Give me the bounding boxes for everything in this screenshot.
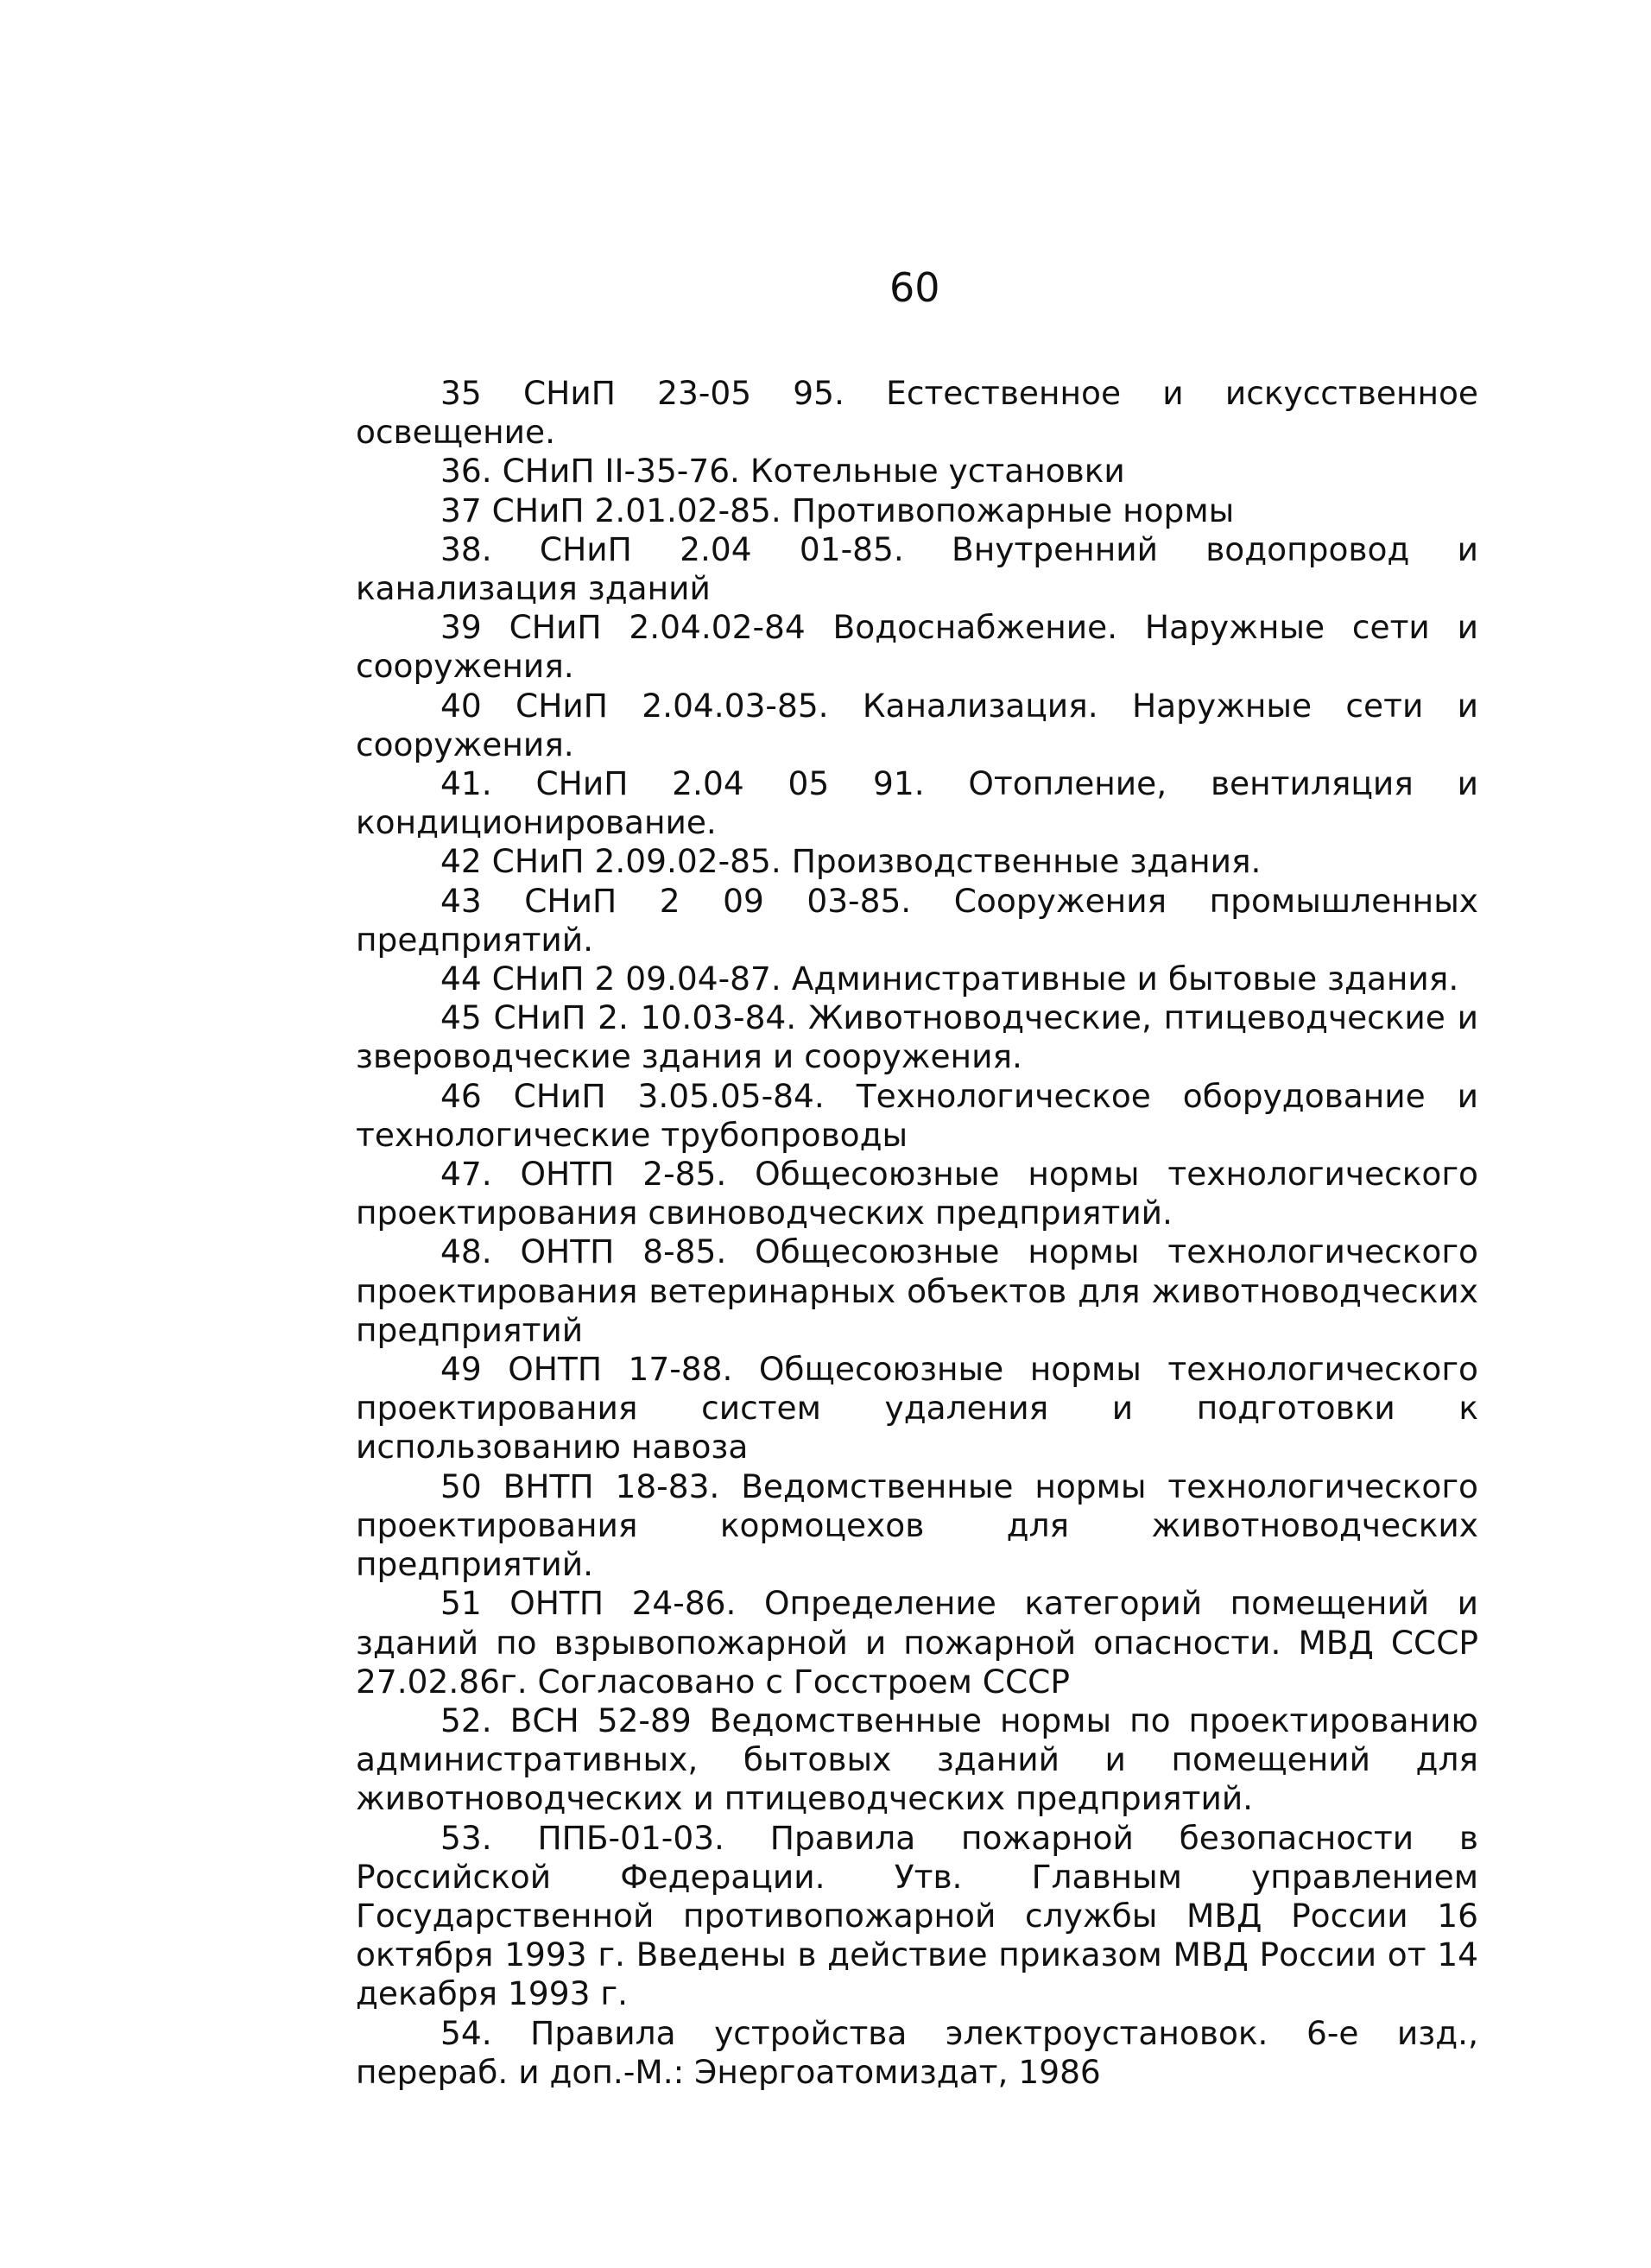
reference-text: СНиП 3.05.05-84. Технологическое оборудование и технологические трубопроводы (356, 1076, 1478, 1154)
reference-item (356, 882, 1478, 960)
reference-number: 54. (440, 2013, 492, 2052)
reference-text: ОНТП 8-85. Общесоюзные нормы технологического проектирования ветеринарных объектов для животноводческих предприятий (356, 1232, 1478, 1349)
reference-item (356, 374, 1478, 452)
reference-number: 42 (440, 842, 482, 881)
reference-number: 39 (440, 608, 482, 647)
reference-number: 46 (440, 1076, 482, 1115)
reference-item (356, 687, 1478, 764)
reference-item (356, 1155, 1478, 1232)
reference-list (356, 374, 1478, 2092)
reference-text: СНиП 2.09.02-85. Производственные здания. (491, 842, 1262, 881)
reference-text: ОНТП 24-86. Определение категорий помещений и зданий по взрывопожарной и пожарной опасности. МВД СССР 27.02.86г. Согласовано с Госстроем СССР (356, 1584, 1478, 1701)
reference-text: ППБ-01-03. Правила пожарной безопасности в Российской Федерации. Утв. Главным управлением Государственной противопожарной службы МВД России 16 октября 1993 г. Введены в действие приказом МВД России от 14 декабря 1993 г. (356, 1818, 1478, 2013)
reference-number: 43 (440, 881, 482, 920)
reference-text: СНиП 2 09 03-85. Сооружения промышленных предприятий. (356, 881, 1478, 959)
reference-number: 52. (440, 1701, 492, 1739)
reference-item (356, 1584, 1478, 1701)
reference-text: СНиП 23-05 95. Естественное и искусственное освещение. (356, 374, 1478, 452)
reference-text: СНиП 2. 10.03-84. Животноводческие, птицеводческие и звероводческие здания и сооружения. (356, 998, 1478, 1076)
reference-item (356, 608, 1478, 686)
reference-text: ОНТП 17-88. Общесоюзные нормы технологического проектирования систем удаления и подготовки к использованию навоза (356, 1350, 1478, 1467)
reference-item (356, 1819, 1478, 2014)
reference-item (356, 842, 1478, 881)
reference-number: 38. (440, 529, 492, 568)
reference-item (356, 960, 1478, 998)
reference-number: 53. (440, 1818, 492, 1857)
reference-text: ВСН 52-89 Ведомственные нормы по проектированию административных, бытовых зданий и помещений для животноводческих и птицеводческих предприятий. (356, 1701, 1479, 1818)
reference-text: ВНТП 18-83. Ведомственные нормы технологического проектирования кормоцехов для животноводческих предприятий. (356, 1467, 1478, 1584)
reference-item (356, 1350, 1478, 1467)
reference-text: СНиП 2.04 01-85. Внутренний водопровод и канализация зданий (356, 529, 1478, 608)
reference-item (356, 1701, 1478, 1819)
reference-item (356, 1467, 1478, 1585)
reference-number: 41. (440, 764, 492, 803)
reference-text: Правила устройства электроустановок. 6-е изд., перераб. и доп.-М.: Энергоатомиздат, 1986 (356, 2013, 1479, 2091)
reference-number: 37 (440, 491, 482, 529)
reference-number: 51 (440, 1584, 482, 1623)
reference-number: 47. (440, 1155, 492, 1194)
reference-item (356, 452, 1478, 491)
reference-text: СНиП 2 09.04-87. Административные и бытовые здания. (491, 960, 1459, 998)
reference-text: СНиП 2.04 05 91. Отопление, вентиляция и кондиционирование. (356, 764, 1478, 842)
reference-number: 36. (440, 452, 492, 491)
reference-item (356, 491, 1478, 530)
reference-item (356, 1232, 1478, 1350)
page-number: 60 (889, 264, 940, 311)
reference-number: 35 (440, 374, 482, 412)
reference-number: 44 (440, 960, 482, 998)
reference-number: 45 (440, 998, 482, 1037)
reference-item (356, 530, 1478, 608)
reference-item (356, 998, 1478, 1076)
reference-text: СНиП 2.04.02-84 Водоснабжение. Наружные сети и сооружения. (356, 608, 1479, 686)
reference-number: 48. (440, 1232, 492, 1271)
reference-text: СНиП 2.01.02-85. Противопожарные нормы (491, 491, 1235, 529)
reference-number: 50 (440, 1467, 482, 1505)
reference-text: СНиП 2.04.03-85. Канализация. Наружные сети и сооружения. (356, 686, 1478, 763)
reference-number: 40 (440, 686, 482, 725)
reference-item (356, 2014, 1478, 2092)
reference-number: 49 (440, 1350, 482, 1389)
reference-item (356, 764, 1478, 842)
reference-text: СНиП II-35-76. Котельные установки (502, 452, 1125, 491)
reference-text: ОНТП 2-85. Общесоюзные нормы технологического проектирования свиноводческих предприятий. (356, 1155, 1478, 1232)
reference-item (356, 1077, 1478, 1155)
